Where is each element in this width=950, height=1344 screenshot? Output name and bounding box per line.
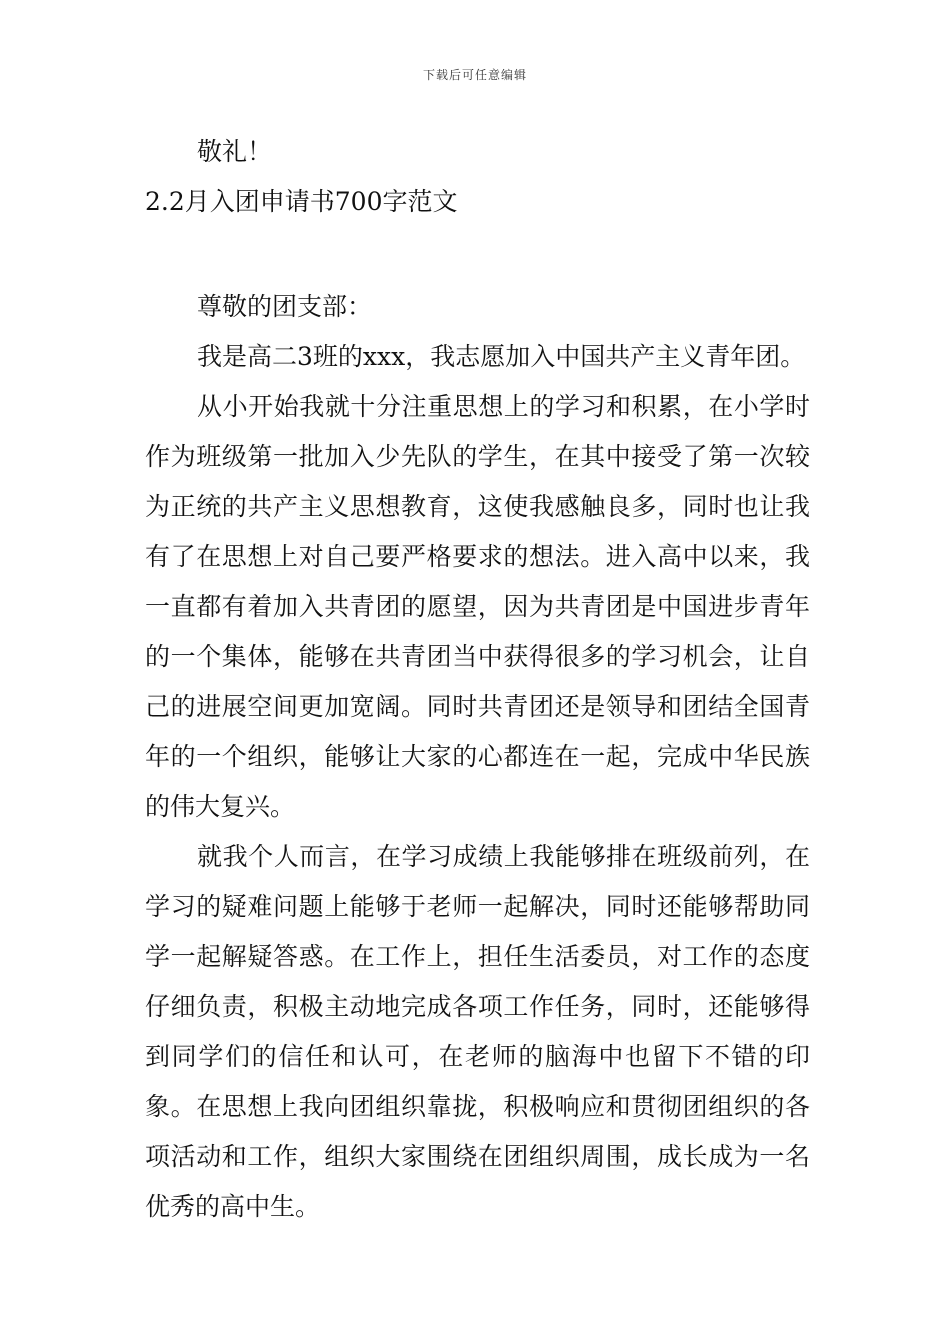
closing-line: 敬礼！ [197, 137, 273, 166]
document-body [145, 127, 810, 1232]
blank-spacer [145, 227, 810, 282]
salutation: 尊敬的团支部： [197, 292, 373, 321]
header-note: 下载后可任意编辑 [422, 68, 527, 82]
paragraph-background: 从小开始我就十分注重思想上的学习和积累，在小学时作为班级第一批加入少先队的学生，在其中接受了第一次较为正统的共产主义思想教育，这使我感触良多，同时也让我有了在思想上对自己要严格要求的想法。进入高中以来，我一直都有着加入共青团的愿望，因为共青团是中国进步青年的一个集体，能够在共青团当中获得很多的学习机会，让自己的进展空间更加宽阔。同时共青团还是领导和团结全国青年的一个组织，能够让大家的心都连在一起，完成中华民族的伟大复兴。 [145, 392, 810, 821]
section-title: 2.2月入团申请书700字范文 [145, 187, 458, 216]
paragraph-self-assessment: 就我个人而言，在学习成绩上我能够排在班级前列，在学习的疑难问题上能够于老师一起解决，同时还能够帮助同学一起解疑答惑。在工作上，担任生活委员，对工作的态度仔细负责，积极主动地完成各项工作任务，同时，还能够得到同学们的信任和认可，在老师的脑海中也留下不错的印象。在思想上我向团组织靠拢，积极响应和贯彻团组织的各项活动和工作，组织大家围绕在团组织周围，成长成为一名优秀的高中生。 [145, 842, 810, 1221]
paragraph-intro: 我是高二3班的xxx，我志愿加入中国共产主义青年团。 [197, 342, 806, 371]
